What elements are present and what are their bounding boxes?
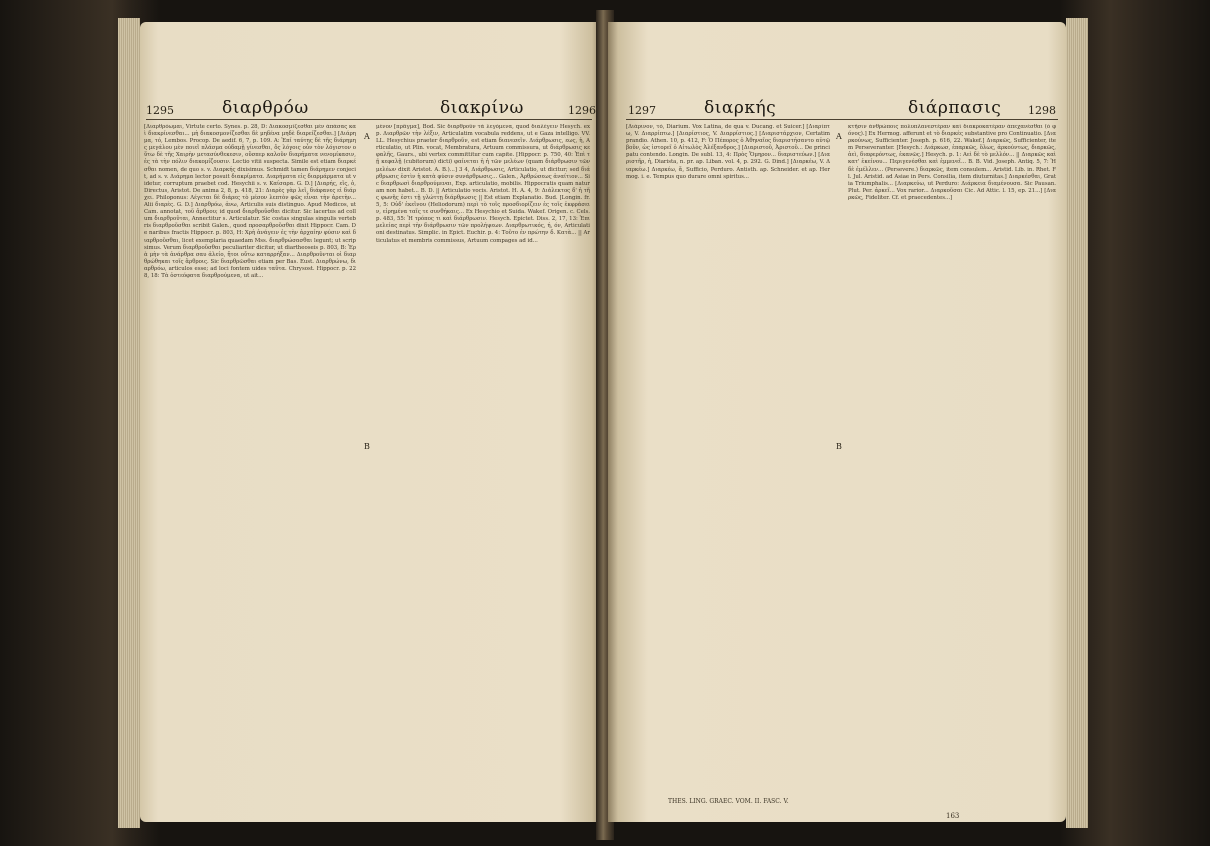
- column-text: [Διάρινον, τό, Diarium. Vox Latina, de qua v. Ducang. et Suicer.] [Διαρίπτω, V. Διαρρίπτω.] [Διαρίστιος, V. Διαρρίστιος.] [Διαριστάρχιον, Certatim prandio. Athen. 10, p. 412, F: Ὁ Πέπορος ὁ Ἀθηναῖος διαριστήσαντο αὐτῷ βοῦν, ὡς ἱστορεῖ ὁ Αἰτωλὸς Ἀλέξανδρος.] [Διαριστοῦ, Ἀριστοῦ... De principatu contendo. Longin. De subl. 13, 4: Πρὸς Ὅμηρον... διαριστεύων.] [Διαριστῆρ, ἡ, Diarista, n. pr. ap. Liban. vol. 4, p. 292. G. Dind.] [Διαρκέω, V. Διαρκέω.] Διαρκέω, ἄ, Sufficio, Perduro. Antisth. ap. Schneider. et ap. Hermog. i. e. Tempus quo durare omni spiritus...: [626, 124, 830, 180]
- text-column-2: [376, 124, 590, 788]
- text-column-1: [144, 124, 356, 788]
- page-footer: THES. LING. GRAEC. VOM. II. FASC. V.: [668, 798, 789, 805]
- text-column-1: [626, 124, 830, 788]
- headword-right: διάρπασις: [908, 98, 1002, 118]
- page-number-left: 1295: [146, 104, 174, 117]
- header-rule: [626, 119, 1058, 120]
- headword-left: διαρθρόω: [222, 98, 309, 118]
- column-text: [Διαρθρόωμαι, Virtute certo. Synes. p. 28, D: Διακοσμίζεσθαι μὲν ἀπάσας καὶ διακρίνεσθαι... μὴ διακοσμονίζεσθαι δὲ μηδένα μηδὲ διαρείζεσθαι.] [Διάρημα, τό, Lembos. Procop. De aedif. 6, 7, p. 109. A: Ἐπί ταύτης δὲ τῆς διάρημης μεγάλου μὲν ποιεῖ πλάσμα οὐδαμῇ γίνεσθαι, ὅς λόγοις οὖν τὸν λόγιστον οὕτω δὲ τῆς Χαιρὴν μετασύνθεκεσιν, οὕσπερ καλοῦν διαρήματα νενομίκασιν, ἐς τὰ τὴν πόλιν διακομίζουσιν. Lectio vitii suspecta. Simile est etiam διαρκέσθαι nomen, de quo s. v. Διαρκής dixisimus. Schmidt tamen διάρημεν conjecit, ad s. v. Διάρημα lector posuit διακρίματα. Διαρήματα εἰς διαρμάρματα ut videtur, corruptum praebet cod. Hesychii s. v. Καίσαρα. G. D.] [Διαρής, εῖς, ὁ, Directus, Aristot. De anima 2, 8, p. 418, 21: Διαρὲς γὰρ λεῖ, διάφανες εἰ διάρχει. Philoponus: Λέγεται δὲ διάρες τὸ μέσον λεπτὸν φῶς εἶναι τὴν ἀρετὴν... Alii διαρὲς. G. D.] Διαρθρόω, ἀνω, Articulis suis distinguo. Apud Medicos, ut Cam. annotat, τοῦ ἄρθρου; id quod διαρθροῦσθαι dicitur. Sic lacertus ad collum διαρθροῦται, Annectitur s. Articulatur. Sic costas singulas singulis vertebris διαρθροῦσθαι scribit Galen., quod προσαρθροῦσθαι dixit Hippocr. Cam. De naribus fractis Hippocr. p. 803, H: Χρὴ ἀνάγειν ἐς τὴν ἀρχαίην φύσιν καὶ διαρθροῦσθαι, licet exemplaria quaedam Mss. διαρθρώσασθαι legunt; ut scripsimus. Verum διαρθροῦσθαι peculiariter dicitur, ut diartheoseis p. 803, B: Ἐρὰ μὴν τὰ ἀνάρθρα σαυ ἀλείο, ἤτοι οὔτω καταρρήξαν... Διαρθροῦνται οἱ διαρθρώθηκαι τοῖς ἄρθροις. Sic διαρθρῶσθαι etiam per Bas. Eust. Διαρθρώνω, διαρθρόω, articulos esse; ad loci fontem uides ταῦτα. Chrysost. Hippocr. p. 228, 18: Τὰ ὀστεόφατα διαρθρούμενα, ut ait...: [144, 124, 356, 279]
- section-marker-b: B: [364, 442, 370, 451]
- page-number-right: 1298: [1028, 104, 1056, 117]
- headword-right: διακρίνω: [440, 98, 524, 118]
- headword-left: διαρκής: [704, 98, 777, 118]
- column-text: κτῆσιν ἀνθρώποις πολυπλανεστέραν καὶ διακροκατέραν ἀπεχανέσθαι (ὁ φόνος).] Ex Hermog. afferunt et τὸ διαρκὲς substantive pro Continuatio. [Διαρκούνως, Sufficienter. Joseph. p. 616, 22. Wakef.] Διαρκῶς, Sufficienter, item Perseveranter. [Hesych.: Διάρκωσ, ἐπαρκῶς, ὅλως, ἀρκούντως, διαρκῶς, ἀεὶ, διαφερόντως, ἐκανῶς.] Hesych. p. 1: Αεὶ δὲ τὸ μελλόν... || Διαρκῶς καὶ κατ' ἐκείνου... Περιγενέσθαι καὶ ἐμμενεῖ... B. B. Vid. Joseph. Antiq. 5, 7: Ἡ δὲ ἐμέλλεν... (Persevere.) διαρκῶς, item consulem... Aristid. Lib. in. Rhet. Fl. Jul. Aristid. ad Asiae in Pers. Consilia, item diuturnitas.] Διαρκέσθαι, Gratia Triumphalis... [Διαρκεύω, ut Perduro: Διάρκεια διαμένουσα. Sic Pausan. Plut. Per. ἀρκεῖ... Vox rarior... Διαρκοῦσαι Cic. Ad Attic. l. 15, ep. 21...] [Διαρκῶς, Fideliter. Cf. et praecedentes...]: [848, 124, 1056, 201]
- section-marker-a: A: [836, 132, 842, 141]
- page-number-right: 1296: [568, 104, 596, 117]
- text-column-2: [848, 124, 1056, 788]
- page-edges-right: [1066, 18, 1088, 828]
- page-edges-left: [118, 18, 140, 828]
- right-page: [608, 22, 1066, 822]
- page-number-left: 1297: [628, 104, 656, 117]
- section-marker-a: A: [364, 132, 370, 141]
- page-signature: 163: [946, 812, 960, 820]
- column-text: μένον [πρᾶγμα], Bod. Sic διαρθροῦν τὰ λεγόμενα, quod διαλέγειν Hesych. exp. Διαρθρῶν τὴν λέξιν, Articulatim vocabula reddens, ut e Gaza intelligo. VV. LL. Hesychius praeter διαρθροῦν, est etiam διανεσεῖν. Διάρθρωσις, εως, ἡ, Articulatio, ut Plin. vocat, Membratura, Artuum commissura, ut διάρθρωσις κεφαλῆς, Gaurs., ubi vertex committitur cum capite. [Hippocr. p. 750, 40: Ἐπὶ τῇ κεφαλῇ (cubitorum) dicti) φαίνεται ἡ ἡ τῶν μελέων (quam διάρθρωσιν τῶν μελέων dixit Aristot. A. B.)...] 3 4, Διάρθρωσις, Articulatio, ut dicitur; sed διάρθρωσις ἐστὶν ἡ κατὰ φύσιν συνάρθρωσις... Galen., Ἀρθρώσεως ἀναίτιον... Sic διαρθρωσὶ διαρθρούμεναι, Exp. articulatio, mobilis. Hippocratis quam naturam non habet... B. D. || Articulatio vocis. Aristot. H. A. 4, 9: Διάλεκτος δ' ἡ τῆς φωνῆς ἐστι τῇ γλώττῃ διάρθρωσις || Est etiam Explanatio. Bud. [Longin. fr. 5, 5: Οὐδ' ἐκεῖνου (Heliodorum) περὶ τὸ τοῖς προσδιορίζειν ἐς τοῖς ἐκφράσειν, εἰρημένα ταῖς τε συνθήκαις... Ex Hesychio et Suida. Wakef. Origen. c. Cels. p. 483, 55: Ἡ τρόπος τι καὶ διάρθρωσιν. Hesych. Epictet. Diss. 2, 17, 13: Ἐπιμελείας περὶ τὴν διάρθρωσιν τῶν προλήψεων. Διαρθρωτικός, ή, όν, Articulationi destinatus. Simplic. in Epict. Euchir. p. 4: Τοῦτο ἐν πρώτην δ. Κατὰ... || Articulatus et membris commissus, Artuum compages ad id...: [376, 124, 590, 244]
- left-page: [140, 22, 602, 822]
- header-rule: [146, 119, 592, 120]
- section-marker-b: B: [836, 442, 842, 451]
